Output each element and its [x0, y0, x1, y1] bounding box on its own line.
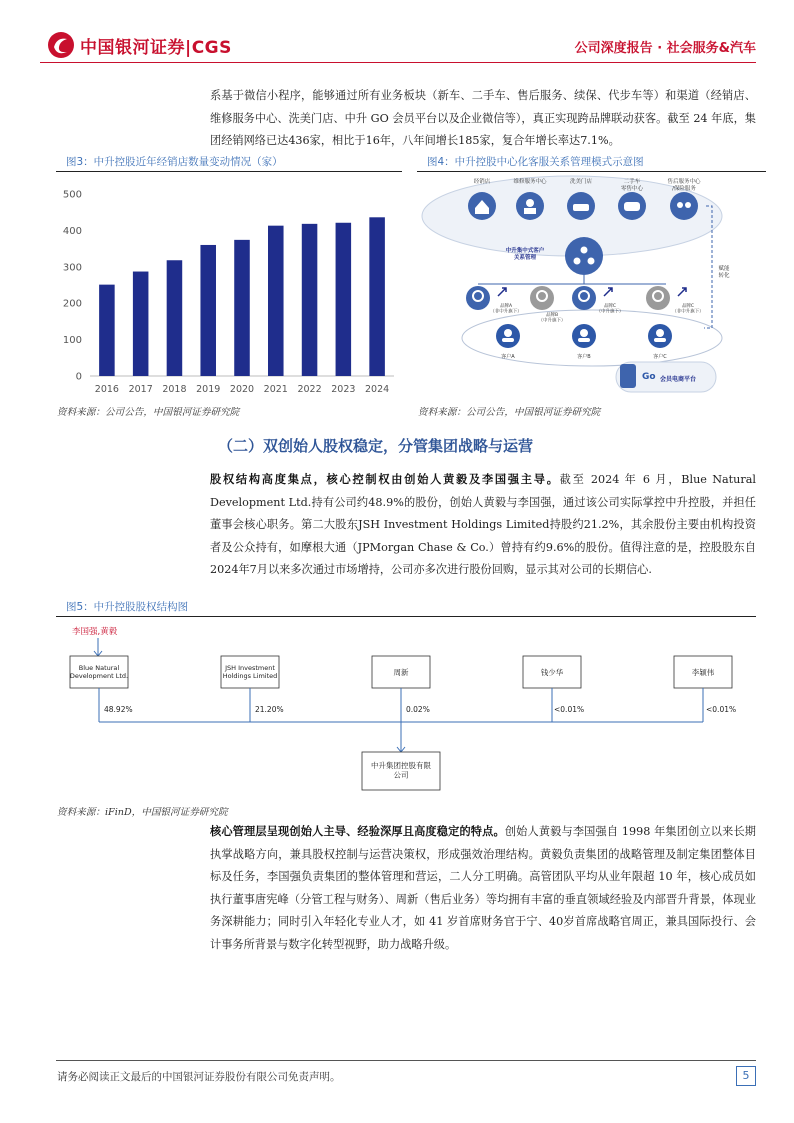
y-tick-label: 300	[62, 262, 82, 274]
empower-label: 赋能转化	[718, 266, 730, 279]
customer-label-0: 客户A	[501, 354, 515, 360]
top-node-used-car	[618, 192, 646, 220]
brand-label-1: 品牌B （中升旗下）	[538, 313, 566, 324]
ownership-body: 截至 2024 年 6 月，Blue Natural Development Ltd.持有公司约48.9%的股份，创始人黄毅与李国强，通过该公司实际掌控中升控股，并担任董事会核心职务。第二大股东JSH Investment Holdings Limited持股约21.2%，其余股份主要由机构投资者及公众持有，如摩根大通（JPMorgan Chase & Co.）曾持有约9.6%的股份。值得注意的是，控股股东自2024年7月以来多次通过市场增持，公司亦多次进行股份回购，显示其对公司的长期信心.	[210, 473, 756, 576]
figure5-title: 图5：中升控股股权结构图	[66, 601, 189, 613]
figure4-title: 图4：中升控股中心化客服关系管理模式示意图	[427, 156, 644, 168]
shareholder-name-0: Blue Natural Development Ltd.	[69, 664, 129, 681]
arrow-icon	[498, 288, 506, 296]
customer-label-2: 客户C	[653, 354, 667, 360]
top-node-label-4: 售后服务中心/保险服务	[667, 179, 701, 192]
hub-label: 中升集中式客户关系管理	[505, 248, 545, 261]
disclaimer-note: 请务必阅读正文最后的中国银河证券股份有限公司免责声明。	[57, 1071, 341, 1083]
ownership-structure-diagram	[56, 620, 756, 798]
brand-node-c	[646, 286, 670, 310]
company-name: 中升集团控股有限公司	[371, 761, 431, 780]
shareholder-name-3: 钱少华	[540, 668, 564, 677]
bar-2018	[167, 260, 183, 376]
y-tick-label: 0	[75, 371, 82, 383]
figure5-rule	[56, 616, 756, 617]
x-tick-label: 2016	[94, 384, 119, 395]
x-tick-label: 2021	[263, 384, 288, 395]
cgs-logo-icon	[47, 31, 75, 59]
brand-label-0: 品牌A （非中升旗下）	[490, 304, 522, 315]
figure3-rule	[56, 171, 402, 172]
y-tick-label: 200	[62, 298, 82, 310]
bar-2023	[336, 223, 352, 376]
brand-label-2: 品牌C （中升旗下）	[596, 304, 624, 315]
top-node-repair	[516, 192, 544, 220]
x-tick-label: 2020	[229, 384, 255, 395]
brand-node-b	[572, 286, 596, 310]
top-node-aftersales	[670, 192, 698, 220]
customer-node-c	[648, 324, 672, 348]
brand-label-3: 品牌C （非中升旗下）	[672, 304, 704, 315]
management-body: 创始人黄毅与李国强自 1998 年集团创立以来长期执掌战略方向，兼具股权控制与运营决策权，形成强效治理结构。黄毅负责集团的战略管理及制定集团整体目标及任务，李国强负责集团的整体管理和营运，二人分工明确。高管团队平均从业年限超 10 年，核心成员如执行董事唐宪峰（分管工程与财务）、周新（售后业务）等均拥有丰富的垂直领域经验及内部晋升背景，体现业务深耕能力；同时引入年轻化专业人才，如 41 岁首席财务官于宁、40岁首席战略官周正，兼具国际投行、会计事务所背景与数字化转型视野，助力战略升级。	[210, 825, 756, 951]
shareholder-pct-2: 0.02%	[406, 705, 430, 714]
top-node-label-3: 二手车零售中心	[620, 179, 644, 192]
section-heading: （二）双创始人股权稳定，分管集团战略与运营	[218, 437, 534, 455]
header-divider	[40, 62, 756, 63]
customer-node-b	[572, 324, 596, 348]
top-node-carwash	[567, 192, 595, 220]
arrow-icon	[678, 288, 686, 296]
figure3-title: 图3：中升控股近年经销店数量变动情况（家）	[66, 156, 283, 168]
shareholder-pct-3: <0.01%	[554, 705, 585, 714]
crm-model-diagram	[420, 172, 766, 400]
management-paragraph	[210, 820, 756, 956]
brand-name: 中国银河证券|CGS	[80, 38, 232, 58]
y-tick-label: 400	[62, 225, 82, 237]
top-node-dealer	[468, 192, 496, 220]
customer-node-a	[496, 324, 520, 348]
shareholder-pct-4: <0.01%	[706, 705, 737, 714]
platform-logo-icon: Go	[642, 372, 656, 382]
shareholder-name-1: JSH Investment Holdings Limited	[222, 664, 278, 681]
top-node-label-0: 经销店	[473, 179, 491, 185]
x-tick-label: 2022	[297, 384, 322, 395]
x-tick-label: 2019	[196, 384, 221, 395]
y-tick-label: 100	[62, 335, 82, 347]
shareholder-pct-0: 48.92%	[104, 705, 133, 714]
dealer-count-bar-chart	[56, 176, 402, 400]
ownership-connectors	[99, 688, 703, 752]
bar-2020	[234, 240, 250, 376]
top-node-label-1: 维修服务中心	[513, 179, 547, 185]
figure3-source: 资料来源：公司公告，中国银河证券研究院	[57, 407, 240, 418]
bar-2024	[369, 217, 385, 376]
ownership-paragraph	[210, 468, 756, 582]
crm-hub-node	[565, 237, 603, 275]
page-number: 5	[736, 1066, 756, 1086]
management-lead: 核心管理层呈现创始人主导、经验深厚且高度稳定的特点。	[210, 824, 505, 838]
customer-label-1: 客户B	[577, 354, 591, 360]
bar-2019	[200, 245, 216, 376]
founders-label: 李国强,黄毅	[72, 627, 118, 637]
shareholder-name-4: 李颖伟	[691, 668, 715, 677]
bar-2022	[302, 224, 318, 376]
brand-node-b-grey	[530, 286, 554, 310]
x-tick-label: 2018	[162, 384, 187, 395]
y-tick-label: 500	[62, 189, 82, 201]
ownership-lead: 股权结构高度集点，核心控制权由创始人黄毅及李国强主导。	[210, 472, 560, 486]
x-tick-label: 2024	[365, 384, 390, 395]
bar-2017	[133, 272, 149, 376]
top-node-label-2: 洗美门店	[569, 179, 593, 185]
figure5-source: 资料来源：iFinD，中国银河证券研究院	[57, 807, 228, 818]
x-tick-label: 2017	[128, 384, 153, 395]
bar-2021	[268, 226, 284, 376]
x-tick-label: 2023	[331, 384, 356, 395]
intro-paragraph: 系基于微信小程序，能够通过所有业务板块（新车、二手车、售后服务、续保、代步车等）和渠道（经销店、维修服务中心、洗美门店、中升 GO 会员平台以及企业微信等），真正实现跨品牌联动获客。截至 24 年底，集团经销网络已达436家，相比于16年，八年间增长185家，复合年增长率达7.1%。	[210, 89, 756, 147]
report-category: 公司深度报告 · 社会服务&汽车	[574, 41, 756, 56]
footer-divider	[56, 1060, 756, 1061]
platform-label: 会员电商平台	[660, 376, 697, 383]
bar-2016	[99, 285, 115, 376]
shareholder-pct-1: 21.20%	[255, 705, 284, 714]
brand-node-a	[466, 286, 490, 310]
shareholder-name-2: 周新	[393, 668, 409, 677]
arrow-icon	[604, 288, 612, 296]
figure4-source: 资料来源：公司公告，中国银河证券研究院	[418, 407, 601, 418]
